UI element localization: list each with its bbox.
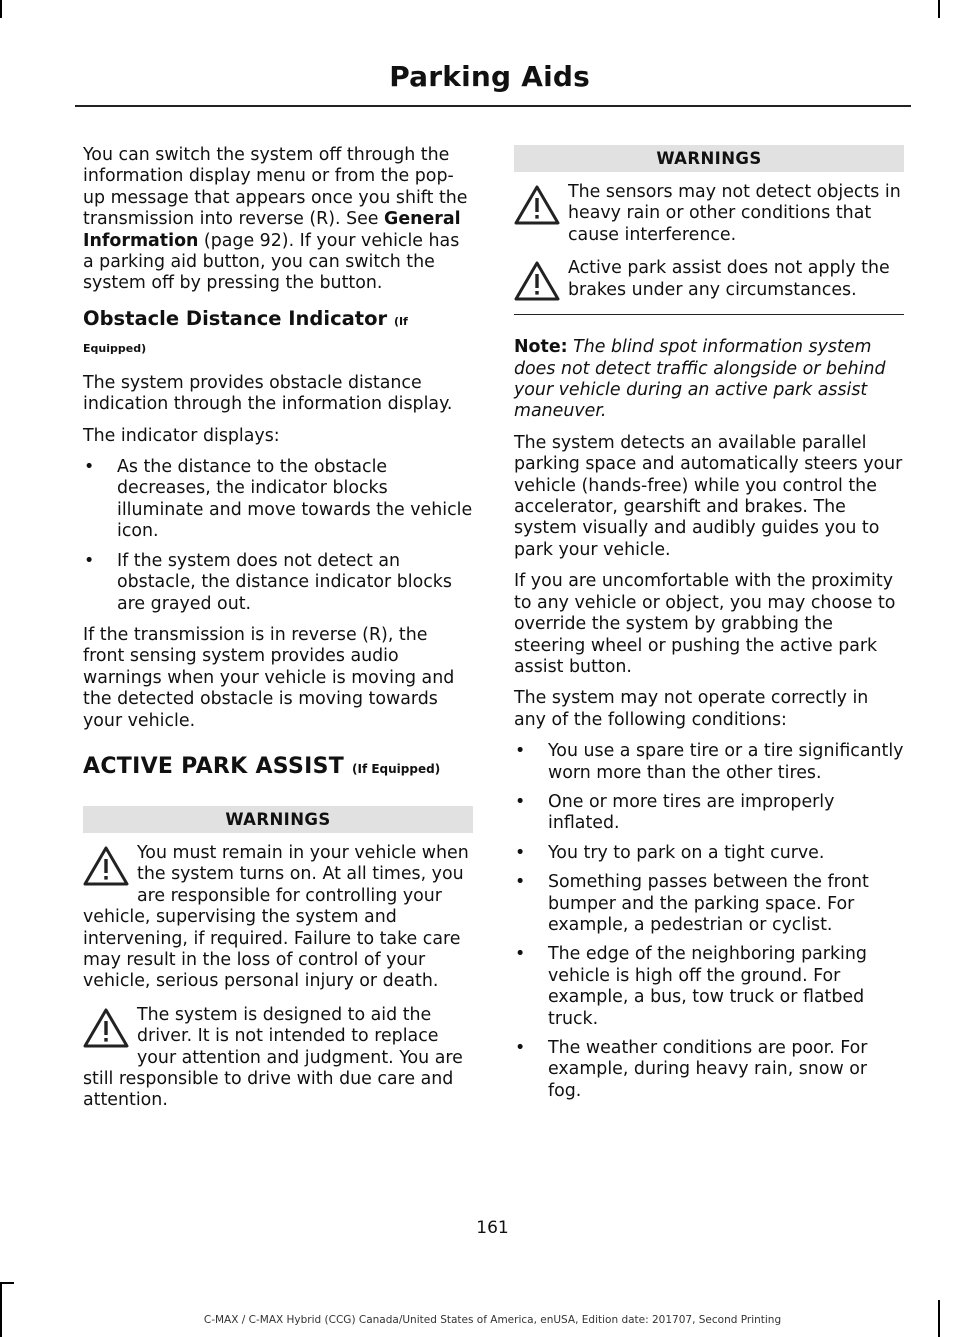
warning-item: You must remain in your vehicle when the system turns on. At all times, you are responsible for controlling your vehicle, supervising the system and intervening, if required. Failure to take care may result in the loss of control of your vehicle, serious personal injury or death. — [83, 842, 469, 992]
warning-item: The sensors may not detect objects in heavy rain or other conditions that cause interference. — [514, 182, 904, 246]
page-title: Parking Aids — [389, 60, 590, 93]
paragraph: If the transmission is in reverse (R), the front sensing system provides audio warnings when your vehicle is moving and the detected obstacle is moving towards your vehicle. — [83, 624, 455, 731]
list-item: • If the system does not detect an obstacle, the distance indicator blocks are grayed out. — [83, 551, 473, 615]
warning-triangle-icon — [514, 184, 560, 226]
list-item: • As the distance to the obstacle decreases, the indicator blocks illuminate and move towards the vehicle icon. — [83, 457, 473, 543]
warning-triangle-icon — [83, 1007, 129, 1049]
warning-triangle-icon — [514, 260, 560, 302]
warning-item: Active park assist does not apply the brakes under any circumstances. — [514, 258, 904, 302]
paragraph: The system provides obstacle distance indication through the information display. — [83, 372, 453, 415]
right-column — [514, 145, 904, 1112]
list-item: • You use a spare tire or a tire significantly worn more than the other tires. — [514, 741, 904, 784]
crop-mark — [0, 1282, 2, 1337]
paragraph: If you are uncomfortable with the proximity to any vehicle or object, you may choose to override the system by grabbing the steering wheel or pushing the active park assist button. — [514, 571, 896, 677]
crop-mark — [938, 0, 940, 18]
page-number: 161 — [476, 1218, 509, 1238]
bullet-list — [83, 457, 473, 615]
section-heading-active-park-assist: ACTIVE PARK ASSIST (If Equipped) — [83, 753, 441, 779]
list-item: • One or more tires are improperly inflated. — [514, 792, 904, 835]
list-item: • The weather conditions are poor. For example, during heavy rain, snow or fog. — [514, 1038, 904, 1102]
list-item: • The edge of the neighboring parking vehicle is high off the ground. For example, a bus, tow truck or flatbed truck. — [514, 944, 904, 1030]
list-item: • You try to park on a tight curve. — [514, 843, 904, 864]
list-item: • Something passes between the front bumper and the parking space. For example, a pedestrian or cyclist. — [514, 872, 904, 936]
cross-reference-link[interactable]: General Information — [83, 209, 461, 251]
paragraph: The indicator displays: — [83, 425, 280, 446]
left-column — [83, 145, 473, 1124]
note-label: Note: — [514, 337, 568, 358]
footer-edition-info: C-MAX / C-MAX Hybrid (CCG) Canada/United States of America, enUSA, Edition date: 201707, Second Printing — [203, 1314, 782, 1326]
bullet-list — [514, 741, 904, 1102]
warning-item: The system is designed to aid the driver. It is not intended to replace your attention and judgment. You are still responsible to drive with due care and attention. — [83, 1004, 463, 1111]
header-rule — [75, 105, 911, 107]
warnings-header: WARNINGS — [83, 806, 473, 833]
paragraph: You can switch the system off through the information display menu or from the pop-up message that appears once you shift the transmission into reverse (R). See General Information (page 92). If your vehicle has a parking aid button, you can switch the system off by pressing the button. — [83, 145, 468, 294]
warnings-header: WARNINGS — [514, 145, 904, 172]
warning-triangle-icon — [83, 845, 129, 887]
note-paragraph: Note: The blind spot information system does not detect traffic alongside or behind your vehicle during an active park assist maneuver. — [514, 337, 886, 422]
paragraph: The system detects an available parallel parking space and automatically steers your vehicle (hands-free) while you control the accelerator, gearshift and brakes. The system visually and audibly guides you to park your vehicle. — [514, 432, 903, 560]
warnings-rule — [514, 314, 904, 315]
crop-mark — [0, 0, 2, 18]
crop-mark — [0, 1282, 14, 1284]
paragraph: The system may not operate correctly in any of the following conditions: — [514, 688, 869, 730]
section-heading-obstacle: Obstacle Distance Indicator (If Equipped) — [83, 306, 408, 355]
